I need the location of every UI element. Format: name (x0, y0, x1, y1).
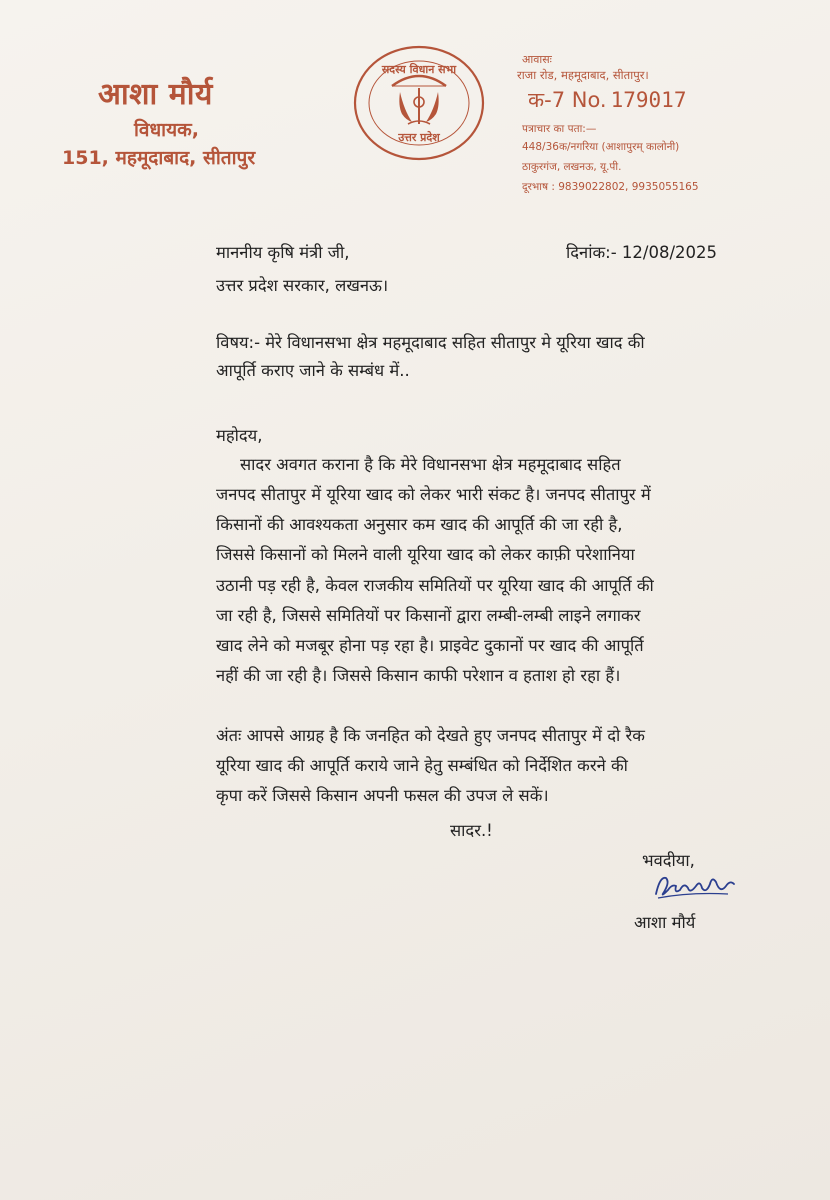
recipient-office: उत्तर प्रदेश सरकार, लखनऊ। (216, 276, 389, 295)
emblem-top-text: सदस्य विधान सभा (381, 63, 457, 76)
handwritten-signature (650, 868, 740, 902)
subject-line-1: विषय:- मेरे विधानसभा क्षेत्र महमूदाबाद सहित सीतापुर मे यूरिया खाद की (216, 333, 645, 352)
serial-number: 179017 (610, 88, 687, 112)
para1-line: जनपद सीतापुर में यूरिया खाद को लेकर भारी संकट है। जनपद सीतापुर में (216, 485, 651, 504)
para1-line: सादर अवगत कराना है कि मेरे विधानसभा क्षेत्र महमूदाबाद सहित (240, 455, 621, 474)
closing: सादर.! (450, 821, 493, 840)
residence-label: आवासः (522, 53, 552, 66)
para1-line: नहीं की जा रही है। जिससे किसान काफी परेशान व हताश हो रहा हैं। (216, 666, 621, 685)
correspondence-address-line1: 448/36क/नगरिया (आशापुरम् कालोनी) (522, 141, 680, 153)
correspondence-label: पत्राचार का पता:— (522, 123, 597, 135)
para2-line: यूरिया खाद की आपूर्ति कराये जाने हेतु सम्बंधित को निर्देशित करने की (216, 756, 628, 775)
valediction: भवदीया, (642, 851, 695, 870)
para2-line: अंतः आपसे आग्रह है कि जनहित को देखते हुए जनपद सीतापुर में दो रैक (216, 726, 645, 745)
serial-number-block (528, 86, 686, 114)
residence-address: राजा रोड, महमूदाबाद, सीतापुर। (517, 68, 649, 82)
para1-line: जा रही है, जिससे समितियों पर किसानों द्वारा लम्बी-लम्बी लाइने लगाकर (216, 606, 641, 625)
para1-line: उठानी पड़ रही है, केवल राजकीय समितियों पर यूरिया खाद की आपूर्ति की (216, 576, 654, 595)
para1-line: जिससे किसानों को मिलने वाली यूरिया खाद को लेकर काफ़ी परेशानिया (216, 545, 635, 564)
letter-date: दिनांक:- 12/08/2025 (566, 243, 717, 262)
correspondence-address-line2: ठाकुरगंज, लखनऊ, यू.पी. (522, 161, 622, 173)
para1-line: किसानों की आवश्यकता अनुसार कम खाद की आपूर्ति की जा रही है, (216, 515, 623, 534)
letterhead-constituency: 151, महमूदाबाद, सीतापुर (62, 147, 256, 169)
greeting: महोदय, (216, 426, 263, 445)
assembly-emblem (352, 44, 486, 162)
para1-line: खाद लेने को मजबूर होना पड़ रहा है। प्राइवेट दुकानों पर खाद की आपूर्ति (216, 636, 644, 655)
serial-prefix: क-7 No. (528, 88, 607, 112)
recipient-salutation: माननीय कृषि मंत्री जी, (216, 243, 350, 262)
letterhead-name: आशा मौर्य (98, 77, 213, 112)
emblem-bottom-text: उत्तर प्रदेश (398, 131, 440, 144)
letterhead-role: विधायक, (134, 119, 199, 141)
subject-line-2: आपूर्ति कराए जाने के सम्बंध में.. (216, 361, 410, 380)
para2-line: कृपा करें जिससे किसान अपनी फसल की उपज ले सकें। (216, 786, 549, 805)
phone-numbers: दूरभाष : 9839022802, 9935055165 (522, 181, 699, 193)
signer-name: आशा मौर्य (634, 913, 696, 932)
